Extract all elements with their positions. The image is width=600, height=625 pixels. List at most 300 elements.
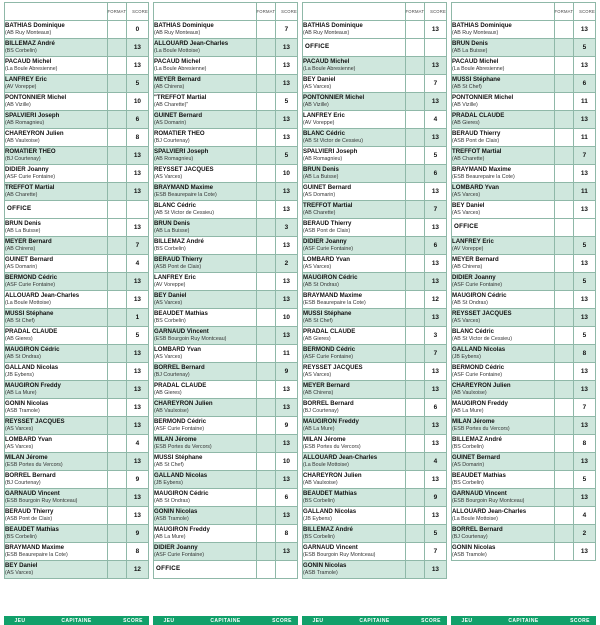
- player-name: BERAUD Thierry: [303, 220, 352, 228]
- footer-bar: [153, 616, 298, 625]
- table-row: [452, 309, 596, 327]
- rows-body-1: [5, 21, 149, 579]
- table-row: [452, 273, 596, 291]
- player-cell: [303, 111, 406, 129]
- rows-body-2: [154, 21, 298, 579]
- player-cell: [303, 327, 406, 345]
- player-name: MILAN Jérome: [452, 418, 495, 426]
- player-cell: [452, 363, 555, 381]
- table-row: [303, 435, 447, 453]
- score-cell: 5: [424, 525, 446, 543]
- player-club: (AB Ruy Monteaux): [5, 29, 52, 36]
- format-cell: [256, 525, 275, 543]
- player-name: CHAREYRON Julien: [303, 472, 362, 480]
- header-format: FORMAT: [405, 3, 424, 21]
- table-row: [452, 147, 596, 165]
- player-name: ROMATIER THEO: [5, 148, 56, 156]
- player-name: BATHIAS Dominique: [452, 22, 512, 30]
- office-label: OFFICE: [156, 565, 181, 573]
- player-cell: [154, 201, 257, 219]
- player-cell: [452, 165, 555, 183]
- player-cell: [303, 309, 406, 327]
- table-row: [5, 129, 149, 147]
- player-cell: [5, 75, 108, 93]
- player-name: MILAN Jérome: [303, 436, 346, 444]
- player-club: (AB St Ondras): [452, 299, 488, 306]
- player-club: (ASB Pont de Claix): [5, 515, 53, 522]
- format-cell: [256, 39, 275, 57]
- player-cell: [5, 93, 108, 111]
- format-cell: [256, 219, 275, 237]
- player-cell: [452, 291, 555, 309]
- format-cell: [256, 453, 275, 471]
- score-cell: 5: [424, 147, 446, 165]
- player-name: TREFFOT Martial: [452, 148, 502, 156]
- score-cell: 8: [126, 543, 148, 561]
- player-cell: [154, 435, 257, 453]
- table-row: [154, 291, 298, 309]
- player-club: (BJ Courtenay): [5, 155, 41, 162]
- score-cell: 13: [424, 507, 446, 525]
- format-cell: [256, 381, 275, 399]
- score-cell: [424, 39, 446, 57]
- results-column-2: [151, 2, 300, 625]
- player-club: (ASF Curie Fontaine): [154, 551, 205, 558]
- player-cell: [154, 111, 257, 129]
- format-cell: [405, 561, 424, 579]
- table-row: [452, 453, 596, 471]
- format-cell: [256, 489, 275, 507]
- player-name: DIDIER Joanny: [303, 238, 347, 246]
- format-cell: [107, 435, 126, 453]
- player-name: GALLAND Nicolas: [303, 508, 357, 516]
- results-column-1: [2, 2, 151, 625]
- player-cell: [303, 183, 406, 201]
- score-cell: 13: [573, 309, 595, 327]
- player-club: (AB Vizille): [303, 101, 329, 108]
- player-name: BRAYMAND Maxime: [154, 184, 214, 192]
- player-name: GONIN Nicolas: [303, 562, 347, 570]
- player-cell: [303, 75, 406, 93]
- footer-bar: [302, 616, 447, 625]
- format-cell: [405, 543, 424, 561]
- table-row: [303, 453, 447, 471]
- player-club: (AS Varces): [452, 209, 481, 216]
- player-name: BRUN Denis: [154, 220, 190, 228]
- player-cell: [5, 525, 108, 543]
- player-name: PONTONNIER Michel: [452, 94, 514, 102]
- player-club: (BS Corbelin): [452, 479, 484, 486]
- score-cell: 9: [424, 489, 446, 507]
- format-cell: [107, 93, 126, 111]
- score-cell: 13: [126, 39, 148, 57]
- player-club: (AB Chirens): [5, 245, 36, 252]
- player-cell: [303, 219, 406, 237]
- format-cell: [405, 291, 424, 309]
- table-row: [452, 237, 596, 255]
- player-cell: [5, 57, 108, 75]
- score-cell: 10: [275, 309, 297, 327]
- score-cell: 13: [126, 219, 148, 237]
- format-cell: [256, 165, 275, 183]
- table-row: [303, 93, 447, 111]
- format-cell: [554, 75, 573, 93]
- player-name: BEAUDET Mathias: [303, 490, 357, 498]
- score-cell: 13: [275, 273, 297, 291]
- format-cell: [107, 147, 126, 165]
- table-row: [5, 147, 149, 165]
- table-row: [303, 183, 447, 201]
- format-cell: [107, 525, 126, 543]
- player-name: PACAUD Michel: [452, 58, 499, 66]
- format-cell: [554, 363, 573, 381]
- format-cell: [256, 75, 275, 93]
- player-name: SPALVIERI Joseph: [303, 148, 358, 156]
- player-cell: [452, 435, 555, 453]
- format-cell: [554, 21, 573, 39]
- player-name: GARNAUD Vincent: [452, 490, 507, 498]
- score-cell: 10: [126, 93, 148, 111]
- player-cell: [154, 183, 257, 201]
- player-name: BATHIAS Dominique: [5, 22, 65, 30]
- player-club: (BS Corbelin): [303, 497, 335, 504]
- player-club: (AB St Chef): [452, 83, 482, 90]
- score-cell: 13: [275, 75, 297, 93]
- table-row: [452, 129, 596, 147]
- score-cell: 5: [126, 327, 148, 345]
- table-row: [452, 219, 596, 237]
- score-cell: 13: [573, 543, 595, 561]
- footer-capitaine: CAPITAINE: [61, 617, 92, 624]
- office-cell: [452, 219, 555, 237]
- score-cell: 7: [424, 75, 446, 93]
- player-cell: [452, 129, 555, 147]
- player-name: MAUGIRON Cédric: [5, 346, 60, 354]
- footer-capitaine: CAPITAINE: [210, 617, 241, 624]
- player-club: (AB La Mure): [154, 533, 186, 540]
- table-row: [154, 489, 298, 507]
- player-club: (BJ Courtenay): [452, 533, 488, 540]
- footer-score: SCORE: [123, 617, 143, 624]
- player-name: MUSSI Stéphane: [5, 310, 54, 318]
- score-cell: 5: [573, 327, 595, 345]
- player-club: (AB Chirens): [154, 83, 185, 90]
- results-column-4: [449, 2, 598, 625]
- format-cell: [405, 273, 424, 291]
- player-club: (AB Vizille): [452, 101, 478, 108]
- player-cell: [154, 363, 257, 381]
- table-row: [303, 417, 447, 435]
- player-name: GARNAUD Vincent: [303, 544, 358, 552]
- player-name: LOMBARD Yvan: [452, 184, 499, 192]
- table-row: [5, 165, 149, 183]
- score-cell: 13: [126, 417, 148, 435]
- score-cell: 13: [424, 57, 446, 75]
- score-cell: 13: [573, 453, 595, 471]
- format-cell: [107, 471, 126, 489]
- table-row: [5, 291, 149, 309]
- score-cell: 6: [424, 165, 446, 183]
- column-spacer: [451, 561, 596, 615]
- player-cell: [452, 543, 555, 561]
- score-cell: 8: [126, 129, 148, 147]
- player-name: PRADAL CLAUDE: [154, 382, 207, 390]
- table-row: [154, 201, 298, 219]
- table-row: [303, 489, 447, 507]
- player-club: (La Boule Mottoise): [303, 461, 349, 468]
- player-cell: [154, 309, 257, 327]
- footer-jeu: JEU: [163, 617, 175, 624]
- header-score: SCORE: [126, 3, 148, 21]
- player-club: (AS Varces): [154, 299, 183, 306]
- score-cell: 6: [275, 489, 297, 507]
- score-cell: 5: [126, 75, 148, 93]
- player-name: ALLOUARD Jean-Charles: [154, 40, 229, 48]
- table-row: [452, 75, 596, 93]
- footer-score: SCORE: [421, 617, 441, 624]
- format-cell: [107, 453, 126, 471]
- player-club: (ASF Curie Fontaine): [303, 353, 354, 360]
- player-club: (AB Vaulxoise): [5, 137, 40, 144]
- score-cell: 4: [424, 111, 446, 129]
- table-row: [154, 561, 298, 579]
- table-row: [303, 255, 447, 273]
- player-name: MEYER Bernard: [452, 256, 499, 264]
- player-cell: [452, 309, 555, 327]
- player-cell: [452, 381, 555, 399]
- table-row: [452, 525, 596, 543]
- player-club: (ASB Tramole): [452, 551, 487, 558]
- table-row: [303, 561, 447, 579]
- format-cell: [405, 345, 424, 363]
- format-cell: [256, 21, 275, 39]
- table-row: [154, 399, 298, 417]
- player-name: BERMOND Cédric: [303, 346, 356, 354]
- player-name: BRUN Denis: [452, 40, 488, 48]
- format-cell: [554, 345, 573, 363]
- player-club: (JB Eybens): [303, 515, 332, 522]
- score-cell: 7: [424, 345, 446, 363]
- player-cell: [5, 291, 108, 309]
- player-club: (AB Romagnieu): [154, 155, 194, 162]
- footer-capitaine: CAPITAINE: [508, 617, 539, 624]
- score-cell: 13: [275, 381, 297, 399]
- score-cell: 13: [275, 435, 297, 453]
- player-club: (JB Eybens): [154, 479, 183, 486]
- table-row: [5, 471, 149, 489]
- player-cell: [452, 93, 555, 111]
- rows-body-4: [452, 21, 596, 561]
- table-header-row: [5, 3, 149, 21]
- player-cell: [154, 453, 257, 471]
- header-score: SCORE: [275, 3, 297, 21]
- player-name: BRAYMAND Maxime: [452, 166, 512, 174]
- score-cell: 12: [424, 291, 446, 309]
- player-club: (ASF Curie Fontaine): [452, 371, 503, 378]
- format-cell: [405, 183, 424, 201]
- table-row: [154, 219, 298, 237]
- player-club: (AB Gieres): [303, 335, 331, 342]
- score-cell: 13: [126, 291, 148, 309]
- player-club: (AV Voreppe): [452, 245, 484, 252]
- player-cell: [452, 327, 555, 345]
- score-cell: 13: [275, 183, 297, 201]
- format-cell: [554, 525, 573, 543]
- player-cell: [303, 93, 406, 111]
- player-cell: [452, 273, 555, 291]
- table-row: [303, 345, 447, 363]
- player-cell: [303, 237, 406, 255]
- score-cell: 13: [424, 219, 446, 237]
- player-cell: [303, 165, 406, 183]
- player-cell: [452, 417, 555, 435]
- player-club: (La Boule Mottoise): [154, 47, 200, 54]
- player-cell: [303, 273, 406, 291]
- player-name: LOMBARD Yvan: [154, 346, 201, 354]
- player-club: (AS Domarin): [452, 461, 485, 468]
- score-cell: 7: [573, 399, 595, 417]
- player-club: (AB La Buisse): [303, 173, 339, 180]
- player-club: (AB St Victor de Cessieu): [452, 335, 512, 342]
- player-name: GALLAND Nicolas: [154, 472, 208, 480]
- player-name: ALLOUARD Jean-Charles: [5, 292, 80, 300]
- results-table: [451, 2, 596, 561]
- format-cell: [554, 165, 573, 183]
- table-row: [154, 327, 298, 345]
- player-club: (AB Romagnieu): [303, 155, 343, 162]
- format-cell: [107, 345, 126, 363]
- player-name: BATHIAS Dominique: [154, 22, 214, 30]
- format-cell: [554, 435, 573, 453]
- table-row: [5, 21, 149, 39]
- score-cell: 13: [275, 111, 297, 129]
- table-row: [452, 57, 596, 75]
- table-row: [5, 57, 149, 75]
- score-cell: 2: [275, 255, 297, 273]
- player-club: (ASB Tramole): [154, 515, 189, 522]
- table-row: [154, 381, 298, 399]
- table-row: [303, 129, 447, 147]
- table-row: [5, 417, 149, 435]
- score-cell: 13: [573, 21, 595, 39]
- player-name: BILLEMAZ André: [154, 238, 204, 246]
- format-cell: [107, 399, 126, 417]
- player-cell: [303, 21, 406, 39]
- player-club: (La Boule Mottoise): [5, 299, 51, 306]
- table-row: [5, 543, 149, 561]
- player-cell: [452, 399, 555, 417]
- player-name: BRAYMAND Maxime: [303, 292, 363, 300]
- player-cell: [154, 21, 257, 39]
- player-club: (JB Eybens): [5, 371, 34, 378]
- table-row: [5, 435, 149, 453]
- table-header-row: [303, 3, 447, 21]
- score-cell: 2: [573, 525, 595, 543]
- player-club: (AB St Ondras): [303, 281, 339, 288]
- player-club: (AS Domarin): [5, 263, 38, 270]
- player-name: BERAUD Thierry: [154, 256, 203, 264]
- player-club: (La Boule Mottoise): [452, 515, 498, 522]
- table-row: [452, 165, 596, 183]
- player-name: CHAREYRON Julien: [452, 382, 511, 390]
- format-cell: [107, 111, 126, 129]
- player-cell: [5, 381, 108, 399]
- table-row: [154, 147, 298, 165]
- player-club: (AB Vizille): [5, 101, 31, 108]
- format-cell: [256, 255, 275, 273]
- player-cell: [154, 489, 257, 507]
- format-cell: [256, 111, 275, 129]
- player-cell: [5, 165, 108, 183]
- player-name: REYSSET JACQUES: [452, 310, 512, 318]
- player-club: (BJ Courtenay): [5, 479, 41, 486]
- score-cell: 4: [126, 435, 148, 453]
- player-cell: [154, 165, 257, 183]
- format-cell: [107, 417, 126, 435]
- player-name: BATHIAS Dominique: [303, 22, 363, 30]
- player-club: (AS Varces): [303, 371, 332, 378]
- player-club: (AB St Victor de Cessieu): [154, 209, 214, 216]
- table-row: [452, 327, 596, 345]
- player-club: (AS Varces): [303, 263, 332, 270]
- player-name: PACAUD Michel: [154, 58, 201, 66]
- header-format: FORMAT: [554, 3, 573, 21]
- player-club: (ESB Bourgoin Ruy Montceau): [452, 497, 525, 504]
- footer-bar: [4, 616, 149, 625]
- player-name: LANFREY Eric: [452, 238, 494, 246]
- player-name: PACAUD Michel: [303, 58, 350, 66]
- table-row: [303, 147, 447, 165]
- header-format: FORMAT: [256, 3, 275, 21]
- format-cell: [256, 363, 275, 381]
- table-row: [154, 453, 298, 471]
- format-cell: [405, 21, 424, 39]
- player-club: (AB Chirens): [452, 263, 483, 270]
- score-cell: 5: [275, 147, 297, 165]
- score-cell: 13: [275, 543, 297, 561]
- format-cell: [554, 57, 573, 75]
- player-name: BILLEMAZ André: [5, 40, 55, 48]
- results-column-3: [300, 2, 449, 625]
- score-cell: 4: [126, 255, 148, 273]
- format-cell: [554, 183, 573, 201]
- player-name: PRADAL CLAUDE: [452, 112, 505, 120]
- score-cell: 10: [275, 453, 297, 471]
- score-cell: 13: [126, 57, 148, 75]
- format-cell: [405, 75, 424, 93]
- table-row: [154, 543, 298, 561]
- player-cell: [5, 561, 108, 579]
- table-row: [154, 507, 298, 525]
- player-club: (AB La Buisse): [154, 227, 190, 234]
- table-row: [303, 399, 447, 417]
- player-cell: [303, 255, 406, 273]
- player-name: BILLEMAZ André: [452, 436, 502, 444]
- format-cell: [405, 327, 424, 345]
- format-cell: [554, 309, 573, 327]
- player-cell: [154, 417, 257, 435]
- format-cell: [405, 471, 424, 489]
- table-row: [452, 201, 596, 219]
- player-club: (ASB Pont de Claix): [303, 227, 351, 234]
- player-club: (ESB Beaurepaire la Cote): [154, 191, 217, 198]
- player-name: GONIN Nicolas: [452, 544, 496, 552]
- score-cell: 13: [126, 345, 148, 363]
- format-cell: [554, 93, 573, 111]
- player-club: (La Boule Abresienne): [154, 65, 207, 72]
- score-cell: 13: [424, 21, 446, 39]
- player-club: (BS Corbelin): [154, 245, 186, 252]
